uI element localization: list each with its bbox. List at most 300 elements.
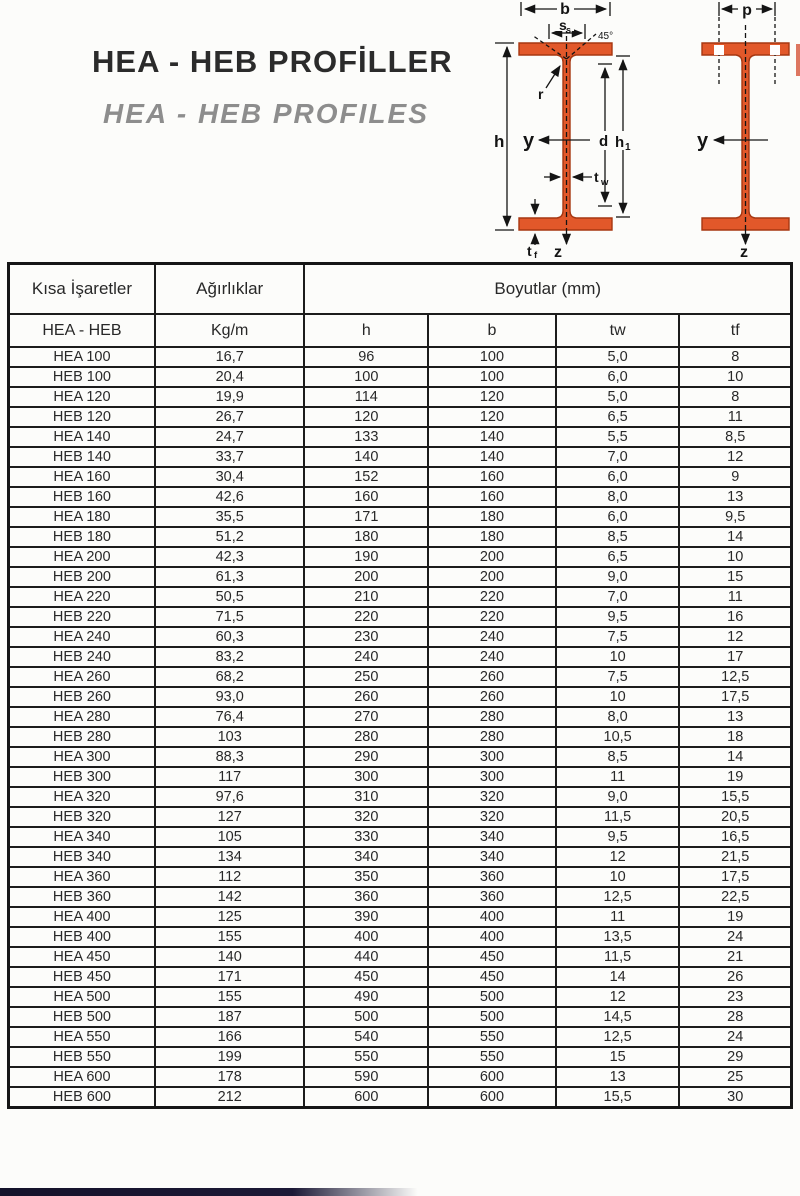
- cell-h: 190: [304, 547, 428, 567]
- cell-profile-name: HEB 300: [9, 767, 155, 787]
- subheader-tw: tw: [556, 314, 680, 347]
- cell-weight: 212: [155, 1087, 305, 1108]
- cell-tf: 21,5: [679, 847, 791, 867]
- cell-profile-name: HEA 340: [9, 827, 155, 847]
- cell-tw: 10: [556, 687, 680, 707]
- cell-profile-name: HEB 550: [9, 1047, 155, 1067]
- cell-h: 180: [304, 527, 428, 547]
- cell-tw: 11,5: [556, 947, 680, 967]
- i-beam-section-diagram: [492, 0, 798, 260]
- cell-tw: 8,0: [556, 487, 680, 507]
- cell-b: 400: [428, 907, 556, 927]
- label-z-right: z: [740, 244, 748, 260]
- cell-tf: 16: [679, 607, 791, 627]
- cell-profile-name: HEB 260: [9, 687, 155, 707]
- cell-weight: 42,3: [155, 547, 305, 567]
- cell-b: 320: [428, 807, 556, 827]
- cell-b: 300: [428, 747, 556, 767]
- cell-h: 290: [304, 747, 428, 767]
- cell-profile-name: HEA 160: [9, 467, 155, 487]
- cell-profile-name: HEA 360: [9, 867, 155, 887]
- cell-tw: 6,0: [556, 507, 680, 527]
- cell-weight: 60,3: [155, 627, 305, 647]
- cell-tf: 30: [679, 1087, 791, 1108]
- cell-b: 100: [428, 367, 556, 387]
- table-row: [9, 1087, 792, 1108]
- label-tf-sub: f: [534, 250, 538, 260]
- cell-h: 310: [304, 787, 428, 807]
- cell-profile-name: HEA 300: [9, 747, 155, 767]
- cell-h: 340: [304, 847, 428, 867]
- cell-weight: 35,5: [155, 507, 305, 527]
- cell-h: 240: [304, 647, 428, 667]
- cell-weight: 20,4: [155, 367, 305, 387]
- label-h1-sub: 1: [625, 142, 631, 153]
- cell-b: 140: [428, 427, 556, 447]
- cell-tw: 10: [556, 867, 680, 887]
- cell-profile-name: HEA 400: [9, 907, 155, 927]
- cell-profile-name: HEB 340: [9, 847, 155, 867]
- cell-b: 280: [428, 727, 556, 747]
- cell-profile-name: HEB 450: [9, 967, 155, 987]
- cell-b: 500: [428, 1007, 556, 1027]
- cell-b: 280: [428, 707, 556, 727]
- cell-b: 220: [428, 607, 556, 627]
- cell-tw: 15,5: [556, 1087, 680, 1108]
- cell-tw: 5,0: [556, 387, 680, 407]
- cell-b: 550: [428, 1027, 556, 1047]
- cell-h: 270: [304, 707, 428, 727]
- cell-profile-name: HEA 200: [9, 547, 155, 567]
- table-row: [9, 407, 792, 427]
- cell-tf: 17,5: [679, 867, 791, 887]
- cell-b: 180: [428, 527, 556, 547]
- label-p: p: [742, 2, 752, 19]
- cell-weight: 103: [155, 727, 305, 747]
- cell-profile-name: HEB 320: [9, 807, 155, 827]
- cell-tf: 12: [679, 627, 791, 647]
- table-row: [9, 1047, 792, 1067]
- cell-h: 140: [304, 447, 428, 467]
- cell-h: 200: [304, 567, 428, 587]
- cell-profile-name: HEB 140: [9, 447, 155, 467]
- cell-b: 120: [428, 407, 556, 427]
- cell-b: 120: [428, 387, 556, 407]
- cell-tw: 7,0: [556, 587, 680, 607]
- cell-profile-name: HEA 240: [9, 627, 155, 647]
- cell-profile-name: HEB 220: [9, 607, 155, 627]
- cell-tf: 13: [679, 707, 791, 727]
- table-row: [9, 887, 792, 907]
- cell-b: 550: [428, 1047, 556, 1067]
- label-h1: h: [615, 134, 625, 151]
- table-row: [9, 827, 792, 847]
- label-tf: t: [527, 243, 532, 259]
- table-row: [9, 707, 792, 727]
- cell-tw: 7,0: [556, 447, 680, 467]
- cell-tw: 11: [556, 907, 680, 927]
- cell-weight: 134: [155, 847, 305, 867]
- label-h: h: [494, 132, 505, 151]
- cell-weight: 42,6: [155, 487, 305, 507]
- cell-weight: 166: [155, 1027, 305, 1047]
- cell-tw: 6,5: [556, 547, 680, 567]
- cell-h: 330: [304, 827, 428, 847]
- profile-diagrams: [492, 0, 798, 260]
- page-subtitle: HEA - HEB PROFILES: [103, 98, 429, 129]
- cell-tf: 19: [679, 767, 791, 787]
- label-tw-sub: w: [601, 177, 609, 188]
- cell-weight: 33,7: [155, 447, 305, 467]
- cell-weight: 199: [155, 1047, 305, 1067]
- cell-tf: 17,5: [679, 687, 791, 707]
- cell-h: 260: [304, 687, 428, 707]
- cell-tf: 9: [679, 467, 791, 487]
- table-row: [9, 987, 792, 1007]
- cell-tf: 17: [679, 647, 791, 667]
- cell-weight: 51,2: [155, 527, 305, 547]
- cell-h: 96: [304, 347, 428, 367]
- table-row: [9, 967, 792, 987]
- cell-tw: 10: [556, 647, 680, 667]
- cell-tf: 15,5: [679, 787, 791, 807]
- cell-tw: 8,0: [556, 707, 680, 727]
- table-row: [9, 907, 792, 927]
- table-row: [9, 527, 792, 547]
- cell-h: 120: [304, 407, 428, 427]
- cell-weight: 76,4: [155, 707, 305, 727]
- cell-tf: 9,5: [679, 507, 791, 527]
- table-row: [9, 507, 792, 527]
- cell-profile-name: HEB 100: [9, 367, 155, 387]
- cell-h: 600: [304, 1087, 428, 1108]
- header-dimensions: Boyutlar (mm): [304, 264, 791, 315]
- cell-weight: 19,9: [155, 387, 305, 407]
- label-r: r: [538, 86, 544, 102]
- cell-weight: 61,3: [155, 567, 305, 587]
- cell-tf: 10: [679, 547, 791, 567]
- cell-tf: 16,5: [679, 827, 791, 847]
- cell-weight: 112: [155, 867, 305, 887]
- table-row: [9, 447, 792, 467]
- cell-tw: 11: [556, 767, 680, 787]
- cell-h: 360: [304, 887, 428, 907]
- cell-profile-name: HEB 280: [9, 727, 155, 747]
- profiles-table: [7, 262, 793, 1109]
- table-row: [9, 727, 792, 747]
- table-row: [9, 547, 792, 567]
- cell-b: 240: [428, 627, 556, 647]
- cell-b: 100: [428, 347, 556, 367]
- cell-h: 220: [304, 607, 428, 627]
- cell-tf: 21: [679, 947, 791, 967]
- cell-tw: 9,5: [556, 607, 680, 627]
- label-d: d: [599, 133, 609, 150]
- cell-b: 340: [428, 827, 556, 847]
- cell-profile-name: HEA 260: [9, 667, 155, 687]
- cell-b: 360: [428, 867, 556, 887]
- cell-profile-name: HEA 550: [9, 1027, 155, 1047]
- cell-tw: 11,5: [556, 807, 680, 827]
- cell-tf: 11: [679, 587, 791, 607]
- cell-tw: 14,5: [556, 1007, 680, 1027]
- table-row: [9, 767, 792, 787]
- cell-weight: 155: [155, 927, 305, 947]
- cell-tw: 12: [556, 847, 680, 867]
- cell-h: 450: [304, 967, 428, 987]
- cell-weight: 30,4: [155, 467, 305, 487]
- table-row: [9, 627, 792, 647]
- cell-tw: 5,0: [556, 347, 680, 367]
- cell-profile-name: HEA 450: [9, 947, 155, 967]
- cell-weight: 26,7: [155, 407, 305, 427]
- cell-tf: 26: [679, 967, 791, 987]
- cell-h: 390: [304, 907, 428, 927]
- cell-tf: 20,5: [679, 807, 791, 827]
- cell-weight: 171: [155, 967, 305, 987]
- cell-tw: 9,0: [556, 567, 680, 587]
- cell-profile-name: HEB 160: [9, 487, 155, 507]
- cell-h: 230: [304, 627, 428, 647]
- table-row: [9, 647, 792, 667]
- cell-b: 240: [428, 647, 556, 667]
- cell-tf: 24: [679, 1027, 791, 1047]
- cell-tf: 8: [679, 387, 791, 407]
- label-z-left: z: [554, 244, 562, 260]
- cell-b: 500: [428, 987, 556, 1007]
- cell-tf: 12,5: [679, 667, 791, 687]
- cell-b: 600: [428, 1087, 556, 1108]
- cell-profile-name: HEB 200: [9, 567, 155, 587]
- cell-weight: 187: [155, 1007, 305, 1027]
- cell-tw: 13: [556, 1067, 680, 1087]
- cell-b: 340: [428, 847, 556, 867]
- scan-edge-artifact: [796, 44, 800, 76]
- cell-weight: 97,6: [155, 787, 305, 807]
- cell-weight: 155: [155, 987, 305, 1007]
- cell-tw: 12,5: [556, 1027, 680, 1047]
- cell-b: 260: [428, 687, 556, 707]
- cell-h: 350: [304, 867, 428, 887]
- table-row: [9, 587, 792, 607]
- cell-tw: 6,0: [556, 367, 680, 387]
- table-row: [9, 387, 792, 407]
- cell-b: 600: [428, 1067, 556, 1087]
- label-ss: s: [559, 17, 567, 33]
- cell-weight: 178: [155, 1067, 305, 1087]
- table-row: [9, 667, 792, 687]
- table-row: [9, 687, 792, 707]
- cell-tw: 8,5: [556, 747, 680, 767]
- cell-h: 210: [304, 587, 428, 607]
- cell-h: 160: [304, 487, 428, 507]
- cell-tf: 24: [679, 927, 791, 947]
- cell-profile-name: HEA 320: [9, 787, 155, 807]
- cell-weight: 88,3: [155, 747, 305, 767]
- bolt-hole-right: [770, 45, 780, 55]
- subheader-hea-heb: HEA - HEB: [9, 314, 155, 347]
- table-row: [9, 1027, 792, 1047]
- table-row: [9, 847, 792, 867]
- cell-tw: 10,5: [556, 727, 680, 747]
- cell-tf: 8,5: [679, 427, 791, 447]
- cell-tw: 7,5: [556, 627, 680, 647]
- cell-weight: 16,7: [155, 347, 305, 367]
- table-row: [9, 487, 792, 507]
- cell-tf: 19: [679, 907, 791, 927]
- cell-tf: 10: [679, 367, 791, 387]
- cell-h: 440: [304, 947, 428, 967]
- cell-weight: 105: [155, 827, 305, 847]
- cell-h: 400: [304, 927, 428, 947]
- cell-h: 320: [304, 807, 428, 827]
- cell-weight: 117: [155, 767, 305, 787]
- cell-b: 400: [428, 927, 556, 947]
- cell-tf: 25: [679, 1067, 791, 1087]
- cell-tf: 23: [679, 987, 791, 1007]
- cell-tw: 12,5: [556, 887, 680, 907]
- table-row: [9, 567, 792, 587]
- cell-tw: 12: [556, 987, 680, 1007]
- header-short-marks: Kısa İşaretler: [9, 264, 155, 315]
- table-row: [9, 787, 792, 807]
- table-row: [9, 927, 792, 947]
- cell-profile-name: HEB 400: [9, 927, 155, 947]
- cell-tw: 14: [556, 967, 680, 987]
- cell-profile-name: HEB 180: [9, 527, 155, 547]
- cell-h: 490: [304, 987, 428, 1007]
- bolt-hole-left: [714, 45, 724, 55]
- cell-tf: 13: [679, 487, 791, 507]
- table-row: [9, 427, 792, 447]
- cell-tw: 8,5: [556, 527, 680, 547]
- table-row: [9, 607, 792, 627]
- label-y-right: y: [697, 130, 709, 152]
- cell-tf: 12: [679, 447, 791, 467]
- cell-b: 200: [428, 547, 556, 567]
- label-y-left: y: [523, 130, 535, 152]
- cell-h: 280: [304, 727, 428, 747]
- label-b: b: [560, 1, 570, 18]
- cell-tw: 7,5: [556, 667, 680, 687]
- cell-tf: 14: [679, 527, 791, 547]
- page-title: HEA - HEB PROFİLLER: [92, 44, 453, 79]
- cell-tw: 13,5: [556, 927, 680, 947]
- cell-profile-name: HEA 220: [9, 587, 155, 607]
- label-tw: t: [594, 169, 599, 185]
- cell-profile-name: HEB 500: [9, 1007, 155, 1027]
- cell-tf: 14: [679, 747, 791, 767]
- cell-tf: 11: [679, 407, 791, 427]
- cell-tw: 9,0: [556, 787, 680, 807]
- table-row: [9, 867, 792, 887]
- cell-profile-name: HEA 500: [9, 987, 155, 1007]
- cell-tw: 9,5: [556, 827, 680, 847]
- cell-b: 360: [428, 887, 556, 907]
- cell-tf: 18: [679, 727, 791, 747]
- cell-weight: 68,2: [155, 667, 305, 687]
- cell-b: 160: [428, 467, 556, 487]
- cell-profile-name: HEA 280: [9, 707, 155, 727]
- cell-profile-name: HEB 600: [9, 1087, 155, 1108]
- cell-profile-name: HEA 100: [9, 347, 155, 367]
- label-45deg: 45°: [598, 31, 614, 42]
- cell-weight: 24,7: [155, 427, 305, 447]
- cell-h: 540: [304, 1027, 428, 1047]
- table-row: [9, 467, 792, 487]
- subheader-b: b: [428, 314, 556, 347]
- cell-profile-name: HEA 120: [9, 387, 155, 407]
- cell-h: 590: [304, 1067, 428, 1087]
- table-row: [9, 807, 792, 827]
- cell-h: 152: [304, 467, 428, 487]
- cell-b: 160: [428, 487, 556, 507]
- scan-bottom-strip-artifact: [0, 1188, 418, 1196]
- cell-h: 133: [304, 427, 428, 447]
- cell-tw: 6,0: [556, 467, 680, 487]
- table-row: [9, 1007, 792, 1027]
- cell-profile-name: HEA 600: [9, 1067, 155, 1087]
- header-weights: Ağırlıklar: [155, 264, 305, 315]
- cell-tf: 29: [679, 1047, 791, 1067]
- table-row: [9, 367, 792, 387]
- cell-b: 180: [428, 507, 556, 527]
- cell-b: 140: [428, 447, 556, 467]
- table-group-header-row: [9, 264, 792, 315]
- cell-h: 550: [304, 1047, 428, 1067]
- cell-tf: 28: [679, 1007, 791, 1027]
- cell-h: 171: [304, 507, 428, 527]
- table-sub-header-row: [9, 314, 792, 347]
- cell-h: 114: [304, 387, 428, 407]
- cell-weight: 125: [155, 907, 305, 927]
- cell-h: 250: [304, 667, 428, 687]
- cell-tf: 15: [679, 567, 791, 587]
- cell-b: 300: [428, 767, 556, 787]
- table-row: [9, 947, 792, 967]
- profiles-table-body: [9, 347, 792, 1108]
- cell-b: 450: [428, 947, 556, 967]
- table-row: [9, 347, 792, 367]
- cell-h: 100: [304, 367, 428, 387]
- cell-profile-name: HEB 360: [9, 887, 155, 907]
- cell-profile-name: HEA 180: [9, 507, 155, 527]
- cell-b: 200: [428, 567, 556, 587]
- subheader-h: h: [304, 314, 428, 347]
- cell-weight: 71,5: [155, 607, 305, 627]
- subheader-tf: tf: [679, 314, 791, 347]
- cell-weight: 142: [155, 887, 305, 907]
- cell-weight: 127: [155, 807, 305, 827]
- subheader-kgm: Kg/m: [155, 314, 305, 347]
- cell-profile-name: HEB 120: [9, 407, 155, 427]
- cell-b: 450: [428, 967, 556, 987]
- table-row: [9, 1067, 792, 1087]
- label-ss-sub: s: [566, 25, 572, 35]
- cell-weight: 83,2: [155, 647, 305, 667]
- cell-b: 220: [428, 587, 556, 607]
- cell-weight: 93,0: [155, 687, 305, 707]
- cell-tf: 8: [679, 347, 791, 367]
- table-row: [9, 747, 792, 767]
- cell-profile-name: HEB 240: [9, 647, 155, 667]
- cell-b: 320: [428, 787, 556, 807]
- cell-weight: 140: [155, 947, 305, 967]
- cell-tw: 15: [556, 1047, 680, 1067]
- cell-h: 300: [304, 767, 428, 787]
- cell-h: 500: [304, 1007, 428, 1027]
- cell-tf: 22,5: [679, 887, 791, 907]
